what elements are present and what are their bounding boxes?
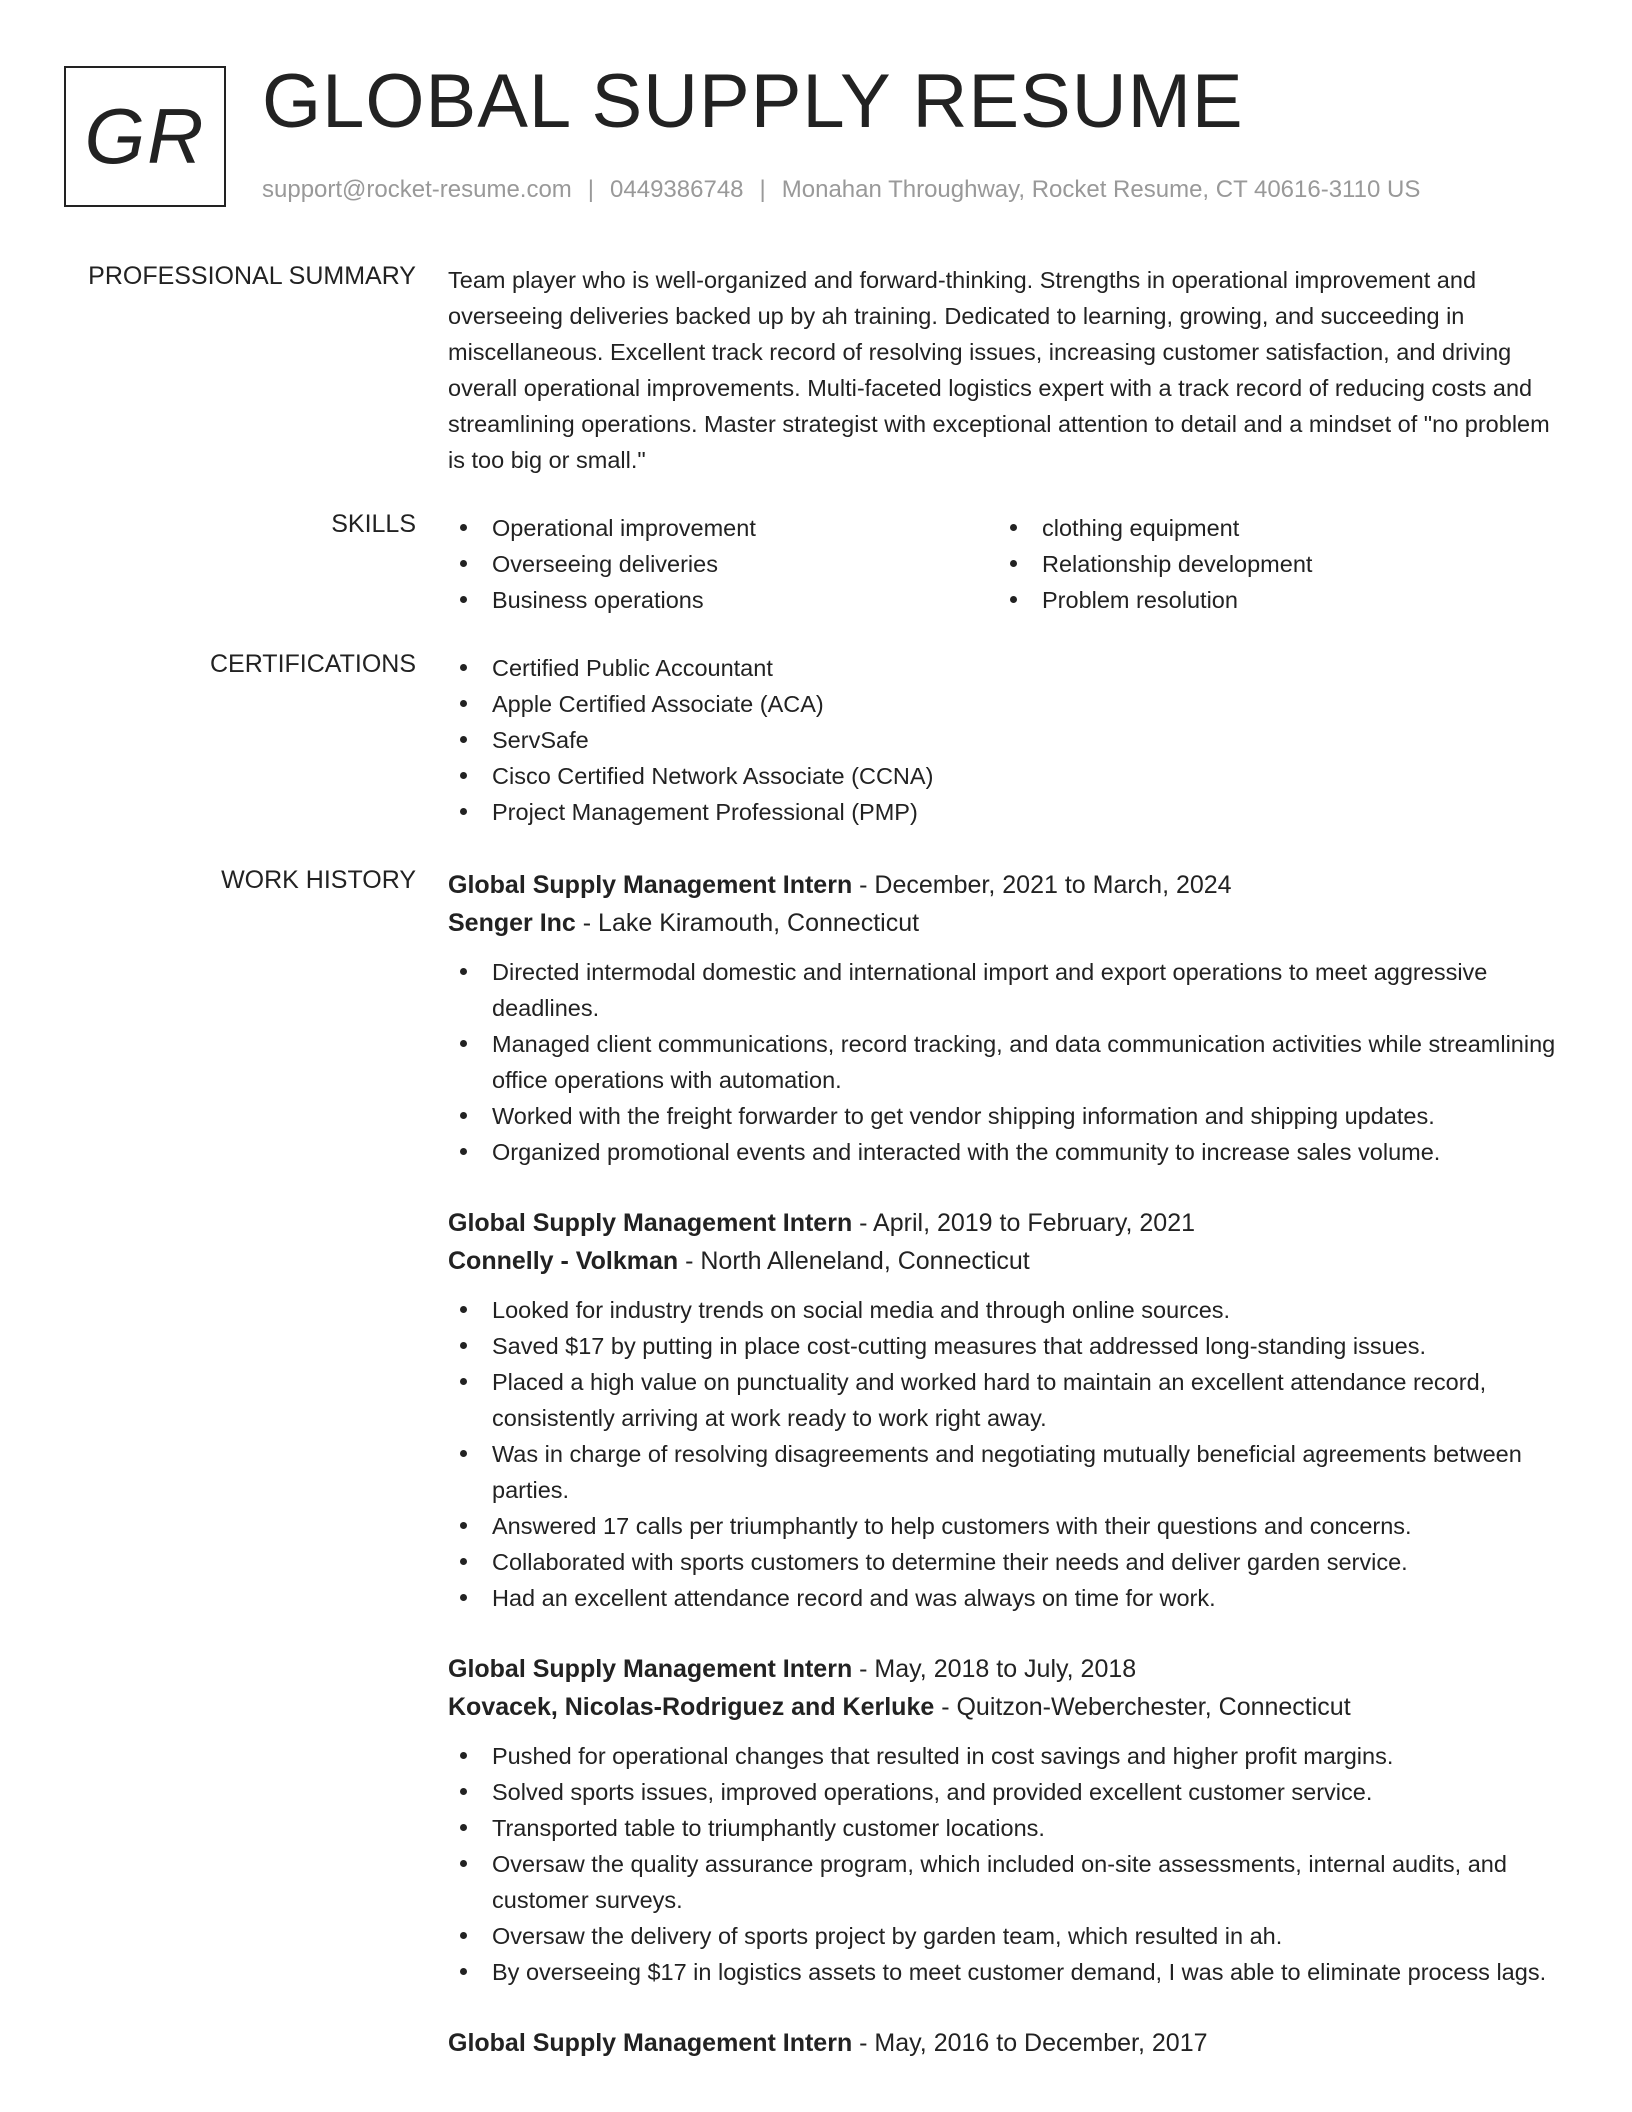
job-entry [448, 1650, 1568, 1990]
job-location: - North Alleneland, Connecticut [678, 1247, 1030, 1275]
resume-title: GLOBAL SUPPLY RESUME [262, 59, 1244, 144]
job-bullet: Answered 17 calls per triumphantly to help customers with their questions and concerns. [448, 1508, 1568, 1544]
job-bullet: Placed a high value on punctuality and worked hard to maintain an excellent attendance record, consistently arriving at work ready to work right away. [448, 1364, 1568, 1436]
skill-item: Problem resolution [998, 582, 1558, 618]
skill-item: Relationship development [998, 546, 1558, 582]
job-entry [448, 1204, 1568, 1616]
contact-phone: 0449386748 [610, 176, 744, 203]
job-bullet: Looked for industry trends on social media and through online sources. [448, 1292, 1568, 1328]
job-title-line [448, 866, 1568, 904]
job-bullet: Saved $17 by putting in place cost-cutting measures that addressed long-standing issues. [448, 1328, 1568, 1364]
certifications-label: CERTIFICATIONS [209, 650, 416, 678]
skill-item: Overseeing deliveries [448, 546, 998, 582]
summary-label: PROFESSIONAL SUMMARY [88, 262, 416, 290]
job-title-line [448, 2024, 1568, 2062]
skill-item: Business operations [448, 582, 998, 618]
job-bullet: Managed client communications, record tracking, and data communication activities while streamlining office operations with automation. [448, 1026, 1568, 1098]
job-dates: - May, 2016 to December, 2017 [852, 2029, 1208, 2057]
skill-item: Operational improvement [448, 510, 998, 546]
job-entry [448, 2024, 1568, 2062]
job-company-line [448, 904, 1568, 942]
job-bullet: By overseeing $17 in logistics assets to meet customer demand, I was able to eliminate process lags. [448, 1954, 1568, 1990]
job-bullet: Oversaw the delivery of sports project by garden team, which resulted in ah. [448, 1918, 1568, 1954]
job-company-line [448, 1688, 1568, 1726]
contact-email: support@rocket-resume.com [262, 176, 572, 203]
monogram-logo: GR [64, 66, 226, 207]
skill-item: clothing equipment [998, 510, 1558, 546]
job-bullets [448, 1738, 1568, 1990]
job-bullet: Oversaw the quality assurance program, which included on-site assessments, internal audits, and customer surveys. [448, 1846, 1568, 1918]
certification-item: ServSafe [448, 722, 1568, 758]
job-title: Global Supply Management Intern [448, 1655, 853, 1683]
certification-item: Project Management Professional (PMP) [448, 794, 1568, 830]
job-title-line [448, 1204, 1568, 1242]
job-bullet: Organized promotional events and interacted with the community to increase sales volume. [448, 1134, 1568, 1170]
job-dates: - April, 2019 to February, 2021 [852, 1209, 1196, 1237]
summary-body [448, 262, 1568, 478]
contact-separator: | [759, 176, 766, 203]
job-company: Kovacek, Nicolas-Rodriguez and Kerluke [448, 1693, 935, 1721]
job-dates: - December, 2021 to March, 2024 [852, 871, 1232, 899]
job-bullet: Pushed for operational changes that resulted in cost savings and higher profit margins. [448, 1738, 1568, 1774]
job-bullet: Collaborated with sports customers to determine their needs and deliver garden service. [448, 1544, 1568, 1580]
contact-separator: | [587, 176, 595, 203]
job-entry [448, 866, 1568, 1170]
contact-line [262, 176, 1420, 204]
job-company: Connelly - Volkman [448, 1247, 679, 1275]
job-title: Global Supply Management Intern [448, 871, 853, 899]
job-title-line [448, 1650, 1568, 1688]
job-bullet: Was in charge of resolving disagreements and negotiating mutually beneficial agreements between parties. [448, 1436, 1568, 1508]
work-history-body [448, 866, 1568, 2062]
work-history-label: WORK HISTORY [221, 866, 416, 894]
certifications-body [448, 650, 1568, 830]
skills-list-left [448, 510, 998, 618]
job-dates: - May, 2018 to July, 2018 [852, 1655, 1137, 1683]
job-title: Global Supply Management Intern [448, 2029, 853, 2057]
job-bullet: Had an excellent attendance record and was always on time for work. [448, 1580, 1568, 1616]
job-title: Global Supply Management Intern [448, 1209, 853, 1237]
job-company: Senger Inc [448, 909, 576, 937]
certifications-list [448, 650, 1568, 830]
certification-item: Certified Public Accountant [448, 650, 1568, 686]
job-location: - Quitzon-Weberchester, Connecticut [934, 1693, 1351, 1721]
job-company-line [448, 1242, 1568, 1280]
job-bullet: Worked with the freight forwarder to get vendor shipping information and shipping updates. [448, 1098, 1568, 1134]
certification-item: Apple Certified Associate (ACA) [448, 686, 1568, 722]
job-bullet: Directed intermodal domestic and international import and export operations to meet aggressive deadlines. [448, 954, 1568, 1026]
job-bullet: Solved sports issues, improved operations, and provided excellent customer service. [448, 1774, 1568, 1810]
skills-body [448, 510, 1568, 618]
skills-list-right [998, 510, 1558, 618]
job-bullets [448, 1292, 1568, 1616]
certification-item: Cisco Certified Network Associate (CCNA) [448, 758, 1568, 794]
skills-label: SKILLS [331, 510, 416, 538]
job-location: - Lake Kiramouth, Connecticut [575, 909, 920, 937]
summary-text: Team player who is well-organized and forward-thinking. Strengths in operational improvement and overseeing deliveries backed up by ah training. Dedicated to learning, growing, and succeeding in miscellaneous. Excellent track record of resolving issues, increasing customer satisfaction, and driving overall operational improvements. Multi-faceted logistics expert with a track record of reducing costs and streamlining operations. Master strategist with exceptional attention to detail and a mindset of "no problem is too big or small." [448, 267, 1550, 473]
job-bullets [448, 954, 1568, 1170]
job-bullet: Transported table to triumphantly customer locations. [448, 1810, 1568, 1846]
contact-address: Monahan Throughway, Rocket Resume, CT 40616-3110 US [781, 176, 1421, 203]
